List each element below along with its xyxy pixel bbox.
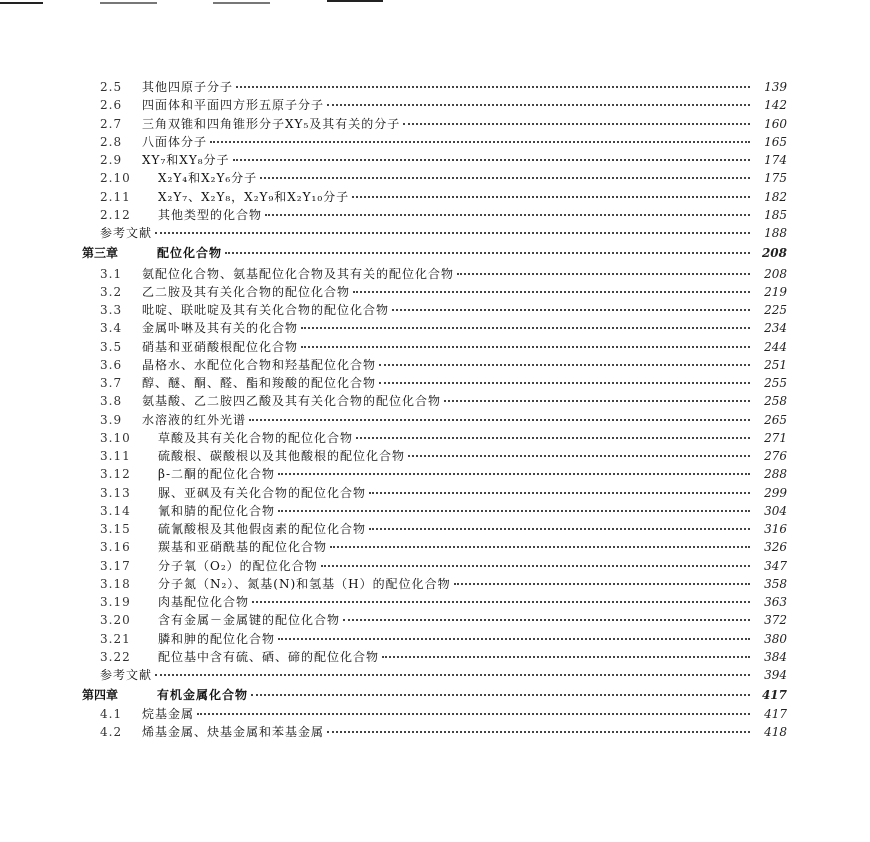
toc-page-number: 417	[761, 688, 787, 703]
toc-entry-number: 2.6	[100, 98, 123, 113]
toc-entry-title: 肉基配位化合物	[158, 595, 250, 609]
toc-entry-title: β-二酮的配位化合物	[158, 467, 275, 482]
dot-leader	[252, 601, 750, 603]
dot-leader	[327, 731, 750, 733]
toc-entry-row	[82, 301, 787, 319]
toc-entry-row	[82, 224, 787, 242]
scan-artifact-line	[100, 2, 157, 4]
toc-entry-number: 2.8	[100, 134, 123, 149]
toc-entry-number: 2.7	[100, 116, 123, 131]
toc-entry-title: 分子氮（N₂）、氮基(N)和氢基（H）的配位化合物	[158, 576, 451, 591]
toc-page-number: 142	[764, 98, 787, 113]
toc-page-number: 394	[764, 668, 787, 682]
toc-page-number: 160	[764, 116, 787, 131]
toc-page-number: 384	[764, 649, 787, 664]
toc-entry-title: 有机金属化合物	[157, 688, 249, 703]
toc-entry-title: X₂Y₇、X₂Y₈，X₂Y₉和X₂Y₁₀分子	[158, 189, 350, 204]
toc-page-number: 185	[764, 207, 787, 222]
toc-entry-number: 3.22	[100, 649, 131, 664]
toc-entry-number: 3.9	[100, 412, 123, 427]
toc-entry-title: 参考文献	[100, 226, 153, 240]
toc-entry-row	[82, 648, 787, 666]
dot-leader	[330, 546, 750, 548]
toc-page-number: 255	[764, 376, 787, 390]
toc-entry-number: 2.9	[100, 153, 123, 167]
toc-page-number: 234	[764, 321, 787, 336]
toc-entry-title: X₂Y₄和X₂Y₆分子	[158, 171, 258, 186]
toc-entry-title: 配位化合物	[157, 246, 223, 261]
toc-entry-title: 氨基酸、乙二胺四乙酸及其有关化合物的配位化合物	[142, 394, 442, 409]
dot-leader	[327, 104, 750, 106]
toc-entry-title: 硫酸根、碳酸根以及其他酸根的配位化合物	[158, 449, 406, 463]
toc-entry-row	[82, 78, 787, 96]
dot-leader	[249, 419, 750, 421]
toc-page-number: 363	[764, 595, 787, 609]
toc-page-number: 188	[764, 226, 787, 240]
toc-entry-number: 3.12	[100, 467, 131, 482]
toc-page-number: 174	[764, 153, 787, 167]
toc-entry-number: 3.11	[100, 449, 131, 463]
toc-page-number: 225	[764, 303, 787, 317]
toc-page-number: 139	[764, 80, 787, 94]
toc-page-number: 316	[764, 522, 787, 536]
toc-entry-title: 八面体分子	[142, 134, 208, 149]
toc-entry-title: 醇、醚、酮、醛、酯和羧酸的配位化合物	[142, 376, 377, 390]
toc-entry-number: 2.12	[100, 207, 131, 222]
toc-entry-row	[82, 411, 787, 429]
toc-entry-title: 水溶液的红外光谱	[142, 412, 247, 427]
scan-artifact-line	[213, 2, 270, 4]
toc-chapter-row	[82, 686, 787, 704]
dot-leader	[236, 86, 750, 88]
toc-entry-title: 草酸及其有关化合物的配位化合物	[158, 430, 354, 445]
toc-entry-row	[82, 520, 787, 538]
dot-leader	[155, 232, 750, 234]
toc-entry-number: 4.2	[100, 724, 123, 739]
toc-entry-row	[82, 557, 787, 575]
toc-page-number: 417	[764, 706, 787, 721]
dot-leader	[382, 656, 750, 658]
toc-entry-title: 晶格水、水配位化合物和羟基配位化合物	[142, 357, 377, 372]
dot-leader	[352, 196, 750, 198]
toc-page-number: 182	[764, 189, 787, 204]
toc-entry-row	[82, 96, 787, 114]
toc-entry-title: 膦和胂的配位化合物	[158, 631, 276, 646]
toc-page-number: 208	[764, 266, 787, 281]
toc-page-number: 258	[764, 394, 787, 409]
toc-entry-number: 3.10	[100, 430, 131, 445]
toc-entry-row	[82, 169, 787, 187]
dot-leader	[225, 252, 750, 254]
toc-entry-row	[82, 151, 787, 169]
toc-entry-number: 2.11	[100, 189, 131, 204]
toc-entry-title: 氨配位化合物、氨基配位化合物及其有关的配位化合物	[142, 266, 455, 281]
toc-entry-number: 3.17	[100, 558, 131, 573]
dot-leader	[353, 291, 750, 293]
toc-entry-row	[82, 593, 787, 611]
toc-entry-title: 乙二胺及其有关化合物的配位化合物	[142, 284, 351, 299]
toc-entry-number: 2.5	[100, 80, 123, 94]
toc-entry-row	[82, 206, 787, 224]
toc-page-number: 276	[764, 449, 787, 463]
dot-leader	[408, 455, 750, 457]
toc-entry-title: XY₇和XY₈分子	[142, 153, 230, 167]
toc-entry-row	[82, 575, 787, 593]
toc-entry-row	[82, 356, 787, 374]
toc-entry-row	[82, 723, 787, 741]
toc-entry-number: 第四章	[82, 688, 119, 703]
toc-entry-number: 3.16	[100, 540, 131, 555]
toc-page-number: 265	[764, 412, 787, 427]
toc-entry-row	[82, 115, 787, 133]
dot-leader	[379, 364, 750, 366]
dot-leader	[403, 123, 750, 125]
toc-page-number: 326	[764, 540, 787, 555]
toc-entry-row	[82, 666, 787, 684]
dot-leader	[278, 473, 750, 475]
dot-leader	[278, 510, 750, 512]
dot-leader	[265, 214, 750, 216]
toc-entry-row	[82, 319, 787, 337]
toc-entry-row	[82, 392, 787, 410]
toc-chapter-row	[82, 244, 787, 262]
dot-leader	[454, 583, 750, 585]
toc-entry-title: 其他四原子分子	[142, 80, 234, 94]
toc-entry-number: 3.2	[100, 284, 123, 299]
toc-page-number: 208	[761, 246, 787, 261]
toc-entry-row	[82, 502, 787, 520]
toc-entry-title: 三角双锥和四角锥形分子XY₅及其有关的分子	[142, 116, 401, 131]
toc-entry-title: 分子氧（O₂）的配位化合物	[158, 558, 318, 573]
dot-leader	[155, 674, 750, 676]
toc-entry-row	[82, 429, 787, 447]
toc-page-number: 347	[764, 558, 787, 573]
toc-page-number: 304	[764, 503, 787, 518]
table-of-contents	[82, 78, 787, 741]
dot-leader	[233, 159, 750, 161]
toc-entry-title: 金属卟啉及其有关的化合物	[142, 321, 299, 336]
toc-page-number: 219	[764, 284, 787, 299]
dot-leader	[392, 309, 750, 311]
toc-page-number: 271	[764, 430, 787, 445]
toc-entry-row	[82, 465, 787, 483]
toc-entry-number: 4.1	[100, 706, 123, 721]
toc-page-number: 251	[764, 357, 787, 372]
toc-entry-number: 第三章	[82, 246, 119, 261]
dot-leader	[457, 273, 750, 275]
dot-leader	[210, 141, 750, 143]
dot-leader	[369, 492, 750, 494]
scan-artifact-line	[0, 2, 43, 4]
toc-entry-row	[82, 265, 787, 283]
toc-page-number: 358	[764, 576, 787, 591]
toc-entry-number: 3.6	[100, 357, 123, 372]
toc-entry-row	[82, 705, 787, 723]
toc-entry-row	[82, 374, 787, 392]
dot-leader	[197, 713, 750, 715]
toc-entry-number: 2.10	[100, 171, 131, 186]
toc-entry-number: 3.21	[100, 631, 131, 646]
dot-leader	[356, 437, 750, 439]
toc-entry-title: 参考文献	[100, 668, 153, 682]
toc-entry-number: 3.18	[100, 576, 131, 591]
toc-entry-number: 3.20	[100, 613, 131, 628]
toc-entry-number: 3.5	[100, 339, 123, 354]
toc-page-number: 299	[764, 485, 787, 500]
toc-entry-title: 配位基中含有硫、硒、碲的配位化合物	[158, 649, 380, 664]
toc-entry-row	[82, 538, 787, 556]
toc-entry-row	[82, 338, 787, 356]
toc-page-number: 288	[764, 467, 787, 482]
toc-entry-row	[82, 484, 787, 502]
dot-leader	[260, 177, 750, 179]
toc-entry-number: 3.3	[100, 303, 123, 317]
dot-leader	[369, 528, 750, 530]
toc-page-number: 175	[764, 171, 787, 186]
toc-page-number: 372	[764, 613, 787, 628]
toc-entry-title: 脲、亚砜及有关化合物的配位化合物	[158, 485, 367, 500]
toc-entry-title: 烷基金属	[142, 706, 195, 721]
dot-leader	[301, 327, 750, 329]
toc-page-number: 244	[764, 339, 787, 354]
toc-entry-row	[82, 630, 787, 648]
toc-entry-number: 3.14	[100, 503, 131, 518]
toc-entry-number: 3.1	[100, 266, 123, 281]
toc-entry-number: 3.15	[100, 522, 131, 536]
toc-entry-number: 3.4	[100, 321, 123, 336]
toc-page-number: 380	[764, 631, 787, 646]
toc-entry-title: 羰基和亚硝酰基的配位化合物	[158, 540, 328, 555]
dot-leader	[278, 638, 750, 640]
toc-page-number: 418	[764, 724, 787, 739]
toc-entry-row	[82, 447, 787, 465]
toc-entry-title: 氰和腈的配位化合物	[158, 503, 276, 518]
toc-entry-row	[82, 188, 787, 206]
dot-leader	[343, 619, 750, 621]
dot-leader	[444, 400, 750, 402]
scan-artifact-line	[327, 0, 383, 2]
dot-leader	[321, 565, 750, 567]
dot-leader	[301, 346, 750, 348]
toc-entry-number: 3.19	[100, 595, 131, 609]
toc-entry-number: 3.13	[100, 485, 131, 500]
toc-entry-row	[82, 611, 787, 629]
dot-leader	[379, 382, 750, 384]
toc-entry-row	[82, 133, 787, 151]
toc-page-number: 165	[764, 134, 787, 149]
dot-leader	[251, 694, 750, 696]
toc-entry-title: 含有金属－金属键的配位化合物	[158, 613, 341, 628]
toc-entry-row	[82, 283, 787, 301]
toc-entry-title: 硫氰酸根及其他假卤素的配位化合物	[158, 522, 367, 536]
toc-entry-title: 硝基和亚硝酸根配位化合物	[142, 339, 299, 354]
toc-entry-title: 烯基金属、炔基金属和苯基金属	[142, 724, 325, 739]
toc-entry-number: 3.8	[100, 394, 123, 409]
toc-entry-number: 3.7	[100, 376, 123, 390]
toc-entry-title: 吡啶、联吡啶及其有关化合物的配位化合物	[142, 303, 390, 317]
toc-entry-title: 四面体和平面四方形五原子分子	[142, 98, 325, 113]
toc-entry-title: 其他类型的化合物	[158, 207, 263, 222]
